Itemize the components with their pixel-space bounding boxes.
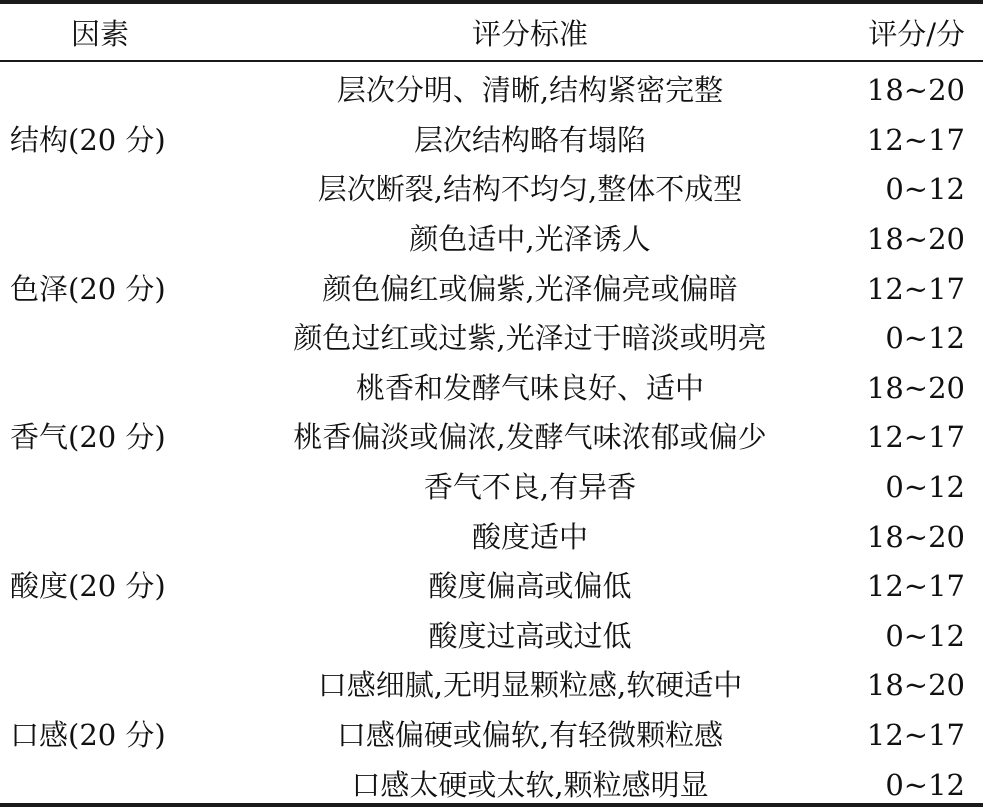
- factor-cell: 口感(20 分): [10, 718, 166, 753]
- criteria-cell: 颜色偏红或偏紫,光泽偏亮或偏暗: [322, 271, 738, 306]
- score-cell: 12~17: [866, 271, 965, 306]
- header-criteria: 评分标准: [471, 16, 588, 51]
- table-row: [0, 66, 983, 116]
- table-header-row: [0, 0, 983, 64]
- score-cell: 18~20: [866, 222, 965, 257]
- header-score: 评分/分: [868, 16, 965, 51]
- criteria-cell: 桃香和发酵气味良好、适中: [355, 370, 704, 405]
- criteria-cell: 颜色过红或过紫,光泽过于暗淡或明亮: [293, 321, 767, 356]
- factor-cell: 香气(20 分): [10, 420, 166, 455]
- table-row: [0, 364, 983, 414]
- table-row: [0, 661, 983, 711]
- criteria-cell: 层次结构略有塌陷: [413, 122, 646, 157]
- table-row: [0, 512, 983, 562]
- score-cell: 0~12: [885, 172, 965, 207]
- score-cell: 18~20: [866, 73, 965, 108]
- table-row: [0, 215, 983, 265]
- criteria-cell: 层次分明、清晰,结构紧密完整: [336, 73, 724, 108]
- factor-cell: 色泽(20 分): [10, 271, 166, 306]
- criteria-cell: 酸度适中: [471, 519, 588, 554]
- factor-cell: 结构(20 分): [10, 122, 166, 157]
- score-cell: 18~20: [866, 668, 965, 703]
- criteria-cell: 酸度偏高或偏低: [428, 569, 632, 604]
- score-cell: 12~17: [866, 420, 965, 455]
- score-cell: 18~20: [866, 370, 965, 405]
- factor-cell: 酸度(20 分): [10, 569, 166, 604]
- score-cell: 0~12: [885, 767, 965, 802]
- criteria-cell: 口感偏硬或偏软,有轻微颗粒感: [336, 718, 724, 753]
- criteria-cell: 酸度过高或过低: [428, 618, 632, 653]
- score-cell: 12~17: [866, 718, 965, 753]
- score-cell: 12~17: [866, 569, 965, 604]
- score-cell: 0~12: [885, 618, 965, 653]
- criteria-cell: 颜色适中,光泽诱人: [409, 222, 651, 257]
- criteria-cell: 桃香偏淡或偏浓,发酵气味浓郁或偏少: [293, 420, 767, 455]
- criteria-cell: 口感太硬或太软,颗粒感明显: [351, 767, 709, 802]
- score-cell: 12~17: [866, 122, 965, 157]
- criteria-cell: 香气不良,有异香: [423, 470, 637, 505]
- header-factor: 因素: [70, 16, 129, 51]
- score-cell: 18~20: [866, 519, 965, 554]
- score-cell: 0~12: [885, 470, 965, 505]
- criteria-cell: 层次断裂,结构不均匀,整体不成型: [317, 172, 743, 207]
- criteria-cell: 口感细腻,无明显颗粒感,软硬适中: [317, 668, 743, 703]
- score-cell: 0~12: [885, 321, 965, 356]
